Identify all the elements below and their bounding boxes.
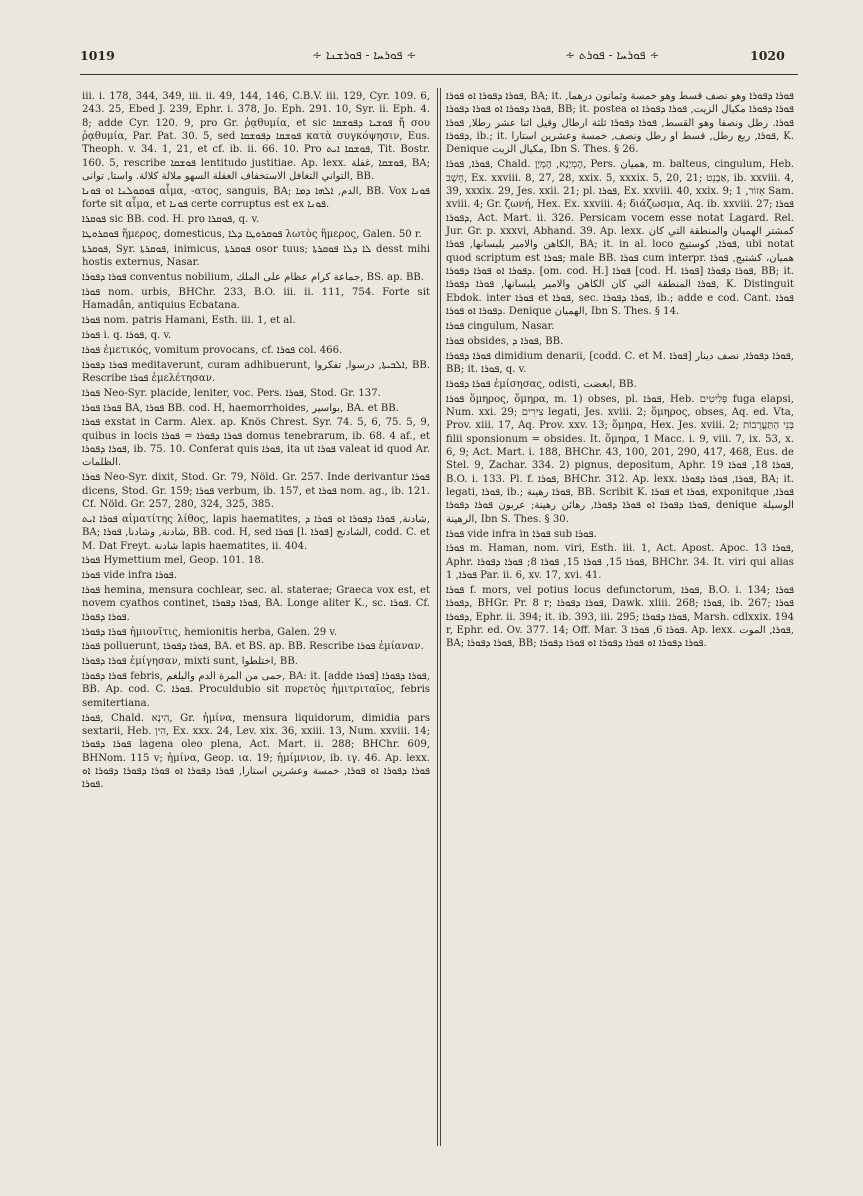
dictionary-entry: ܦܘܪܐ Neo-Syr. dixit, Stod. Gr. 79, Nöld. Gr. 257. Inde derivantur ܦܘܪܐ dicens, Stod. Gr. 159; ܦܘܪܐ verbum, ib. 157, et ܦܘܪܐ nom. ag., ib. 121. Cf. Nöld. Gr. 257, 280, 324, 325, 385.	[82, 472, 430, 510]
dictionary-entry: ܦܘܪܐ obsides, ܦܘܪܐ ܕ, BB.	[446, 335, 564, 347]
dictionary-entry: ܦܘܪܐ cingulum, Nasar.	[446, 320, 555, 332]
dictionary-entry: ܦܘܪܐ ܕܦܘܪܐ ἡμιονῖτις, hemionitis herba, Galen. 29 v.	[82, 626, 338, 638]
column-divider-inner	[440, 88, 441, 1146]
dictionary-entry: ܦܘܪܐ ܕܦܘܪܐ meditaverunt, curam adhibuerunt, ܐܠܒܝܬܐ, درسوا, تفكروا, BB. Rescribe ܦܘܪܐ ἐμελέτησαν.	[82, 359, 430, 384]
column-divider	[437, 88, 438, 1146]
dictionary-entry: ܦܘܪܐ ἐμετικός, vomitum provocans, cf. ܦܘܪܐ col. 466.	[82, 344, 343, 356]
dictionary-entry: ܦܘܪܐ nom. patris Hamani, Esth. iii. 1, et al.	[82, 315, 296, 326]
dictionary-entry: ܦܘܪܐ nom. urbis, BHChr. 233, B.O. iii. ii. 111, 754. Forte sit Hamadân, antiquius Ecbatana.	[82, 286, 430, 312]
dictionary-entry: iii. i. 178, 344, 349, iii. ii. 49, 144, 146, C.B.V. iii. 129, Cyr. 109. 6, 243. 25, Ebed J. 239, Ephr. i. 378, Jo. Eph. 291. 10, Syr. ii. Eph. 4. 8; adde Cyr. 120. 9, pro Gr. ῥᾳθυμία, et sic ܦܘܫܝܐ ܕܦܘܫܩܐ ἤ σου ῥᾳθυμία, Par. Pat. 30. 5, sed ܦܘܫܩܐ ܕܦܘܫܩܐ κατὰ συγκόψησιν, Eus. Theoph. v. 34. 1, 21, et cf. ib. ii. 66. 10. Pro ܦܘܫܩܐ ܐܝܬ, Tit. Bostr. 160. 5, rescribe ܦܘܫܩܐ lentitudo justitiae. Ap. lexx. ܦܘܫܩܐ ,غفلة, BA; التواني التغافل الاستخفاف الغفلة السهو ملالة كلالة. واستا, توانى, BB.	[82, 91, 430, 183]
dictionary-entry: ܦܘܪܐ ܐܝܬ αἱματίτης λίθος, lapis haematites, شادنة, ܦܘܪܐ ܕܦܘܪܐ ܐܘ ܦܘܪܐ ܕ, BA; شادنة, وشادنا, ܦܘܪܐ, BB. cod. H, sed ܦܘܪܐ [l. ܦܘܪܐ] الشادنج, codd. C. et M. Dat Freyt. شادنة lapis haematites, ii. 404.	[82, 513, 430, 552]
right-column	[446, 90, 794, 652]
dictionary-entry: ܦܘܪܐ polluerunt, ܦܘܪܐ ܕܦܘܪܐ, BA. et BS. ap. BB. Rescribe ܦܘܪܐ ἐμίαναν.	[82, 641, 424, 653]
dictionary-entry: ܦܘܩܘܠܢܐ ܐܘ ܦܘܢܐ αἷμα, -ατος, sanguis, BA; الدم, ܐܠܗܐ ܕܡܐ, BB. Vox ܦܘܢܐ forte sit αἷμα, et ܦܘܢܐ certe corruptus est ex ܦܘܢܐ.	[82, 185, 430, 211]
running-head-right: ∻ ܦܘܪܚܐ - ܦܘܪܬ ∻	[565, 48, 660, 62]
dictionary-entry: ܦܘܪܐ ܦܘܪܐ BA, ܦܘܪܐ BB. cod. H, haemorrhoides, بواسير, BA. et BB.	[82, 402, 399, 414]
dictionary-entry: ܦܘܩܪܬܐ, Syr. ܦܘܩܪܬܐ, inimicus, ܦܘܩܪܬܐ osor tuus; ܠܐ ܕܠܐ ܦܘܩܪܬܐ desst mihi hostis externus, Nasar.	[82, 243, 430, 269]
dictionary-entry: ܦܘܪܐ, ܦܘܪܐ, Chald. הֶמְיָנָא, הֶמְיָן, Pers. هميان, m. balteus, cingulum, Heb. חֵשֶׁב, Ex. xxviii. 8, 27, 28, xxix. 5, xxxix. 5, 20, 21; אַבְנֵט, ib. xxviii. 4, 39, xxxix. 29, Jes. xxii. 21; pl. ܦܘܪܐ, Ex. xxviii. 40, xxix. 9; אֵזוֹר, 1 Sam. xviii. 4; Gr. ζωνή, Hex. Ex. xxviii. 4; διάζωσμα, Aq. ib. xxviii. 27; ܦܘܪܐ ܕܦܘܪܐ, Act. Mart. ii. 326. Persicam vocem esse notat Lagard. Rel. Jur. Gr. p. xxxvi, Abhand. 39. Ap. lexx. كمشتر الهميان والمنطقة التي كان الكاهن والامير يلبسانها, ܦܘܪܐ, BA; it. in al. loco ܦܘܪܐ, كوستيج, ubi notat quod scriptum est ܦܘܪܐ; male BB. ܦܘܪܐ cum interpr. هميان، كشتبج, ܦܘܪܐ ܕܦܘܪܐ ܐܘ ܦܘܪܐ ܕܦܘܪܐ. [om. cod. H.] ܦܘܪܐ [cod. H. ܦܘܪܐ] ܦܘܪܐ ܕܦܘܪܐ, BB; it. ܦܘܪܐ المنطقة التي كان الكاهن والامير يلبسانها, ܦܘܪܐ ܕܦܘܪܐ, K. Distinguit Ebdok. inter ܦܘܪܐ et ܦܘܪܐ, sec. ܦܘܪܐ ܕܦܘܪܐ, ib.; adde e cod. Cant. ܦܘܪܐ ܕܦܘܪܐ ܐܘ ܦܘܪܐ. Denique الهميان, Ibn S. Thes. § 14.	[446, 159, 795, 317]
header-rule	[80, 74, 798, 75]
running-head-left: ∻ ܦܘܪܚܐ - ܦܘܪܫܢܐ ∻	[312, 48, 417, 62]
dictionary-entry: ܦܘܪܐ m. Haman, nom. viri, Esth. iii. 1, Act. Apost. Apoc. ܦܘܪܐ 13, Aphr. ܦܘܪܐ 15, ܦܘܪܐ 15, ܦܘܪܐ 8; ܦܘܪܐ ܕܦܘܪܐ, BHChr. 34. It. viri qui alias ܦܘܪܐ, 1 Par. ii. 6, xv. 17, xvi. 41.	[446, 543, 794, 582]
page-number-left: 1019	[80, 48, 115, 63]
page-number-right: 1020	[750, 48, 785, 63]
dictionary-entry: ܦܘܪܐ, Chald. הִינָא, Gr. ἡμίνα, mensura liquidorum, dimidia pars sextarii, Heb. הִין, Ex. xxx. 24, Lev. xix. 36, xxiii. 13, Num. xxviii. 14; ܦܘܪܐ ܕܦܘܪܐ lagena oleo plena, Act. Mart. ii. 288; BHChr. 609, BHNom. 115 v; ἡμίνα, Geop. ια. 19; ἡμίμνιον, ib. ιγ. 46. Ap. lexx. ܦܘܪܐ ܕܦܘܪܐ ܐܘ ܦܘܪܐ, خمسة وعشرين استارا, ܦܘܪܐ ܕܦܘܪܐ ܐܘ ܦܘܪܐ ܕܦܘܪܐ ܕܦܘܪܐ ܐܘ ܦܘܪܐ.	[82, 712, 430, 791]
dictionary-entry: ܦܘܪܐ vide infra in ܦܘܪܐ sub ܦܘܪܐ.	[446, 528, 597, 540]
dictionary-entry: ܦܘܪܐ ܕܦܘܪܐ dimidium denarii, [codd. C. et M. ܦܘܪܐ] ܦܘܪܐ ܕܦܘܪܐ, نصف دينار, BB; it. ܦܘܪܐ, q. v.	[446, 350, 794, 375]
dictionary-entry: ܦܘܪܐ f. mors, vel potius locus defunctorum, ܦܘܪܐ, B.O. i. 134; ܦܘܪܐ ܕܦܘܪܐ, BHGr. Pr. 8 r; ܦܘܪܐ ܕܦܘܪܐ, Dawk. xliii. 268; ܦܘܪܐ, ib. 267; ܦܘܪܐ ܕܦܘܪܐ, Ephr. ii. 394; it. ib. 393, iii. 295; ܦܘܪܐ ܕܦܘܪܐ, Marsh. cdlxxix. 194 r, Ephr. ed. Ov. 377. 14; Off. Mar. ܦܘܪܐ 6, ܦܘܪܐ 3. Ap. lexx. ܦܘܪܐ, الموت, BA; ܦܘܪܐ ܕܦܘܪܐ, BB; ܦܘܪܐ ܕܦܘܪܐ ܐܘ ܦܘܪܐ ܕܦܘܪܐ ܐܘ ܦܘܪܐ ܕܦܘܪܐ.	[446, 584, 794, 650]
dictionary-entry: ܦܘܪܐ ܕܦܘܪܐ conventus nobilium, جماعة كرام عظام على الملك, BS. ap. BB.	[82, 271, 424, 283]
dictionary-entry: ܦܘܪܐ vide infra ܦܘܪܐ.	[82, 570, 177, 582]
dictionary-entry: ܦܘܩܪܘܛܐ ἥμερος, domesticus, ܦܘܩܪܘܛܐ ܕܠܐ λωτὸς ἥμερος, Galen. 50 r.	[82, 228, 422, 240]
dictionary-entry: ܦܘܪܐ Hymettium mel, Geop. 101. 18.	[82, 555, 265, 567]
page-header	[0, 48, 863, 74]
dictionary-entry: ܦܘܪܐ ܕܦܘܪܐ febris, حمى من المرة الدم والبلغم, BA: it. [adde ܦܘܪܐ] ܦܘܪܐ ܕܦܘܪܐ, BB. Ap. cod. C. ܦܘܪܐ. Proculdubio sit πυρετὸς ἡμιτριταῖος, febris semitertiana.	[82, 671, 430, 709]
left-column	[82, 90, 430, 793]
dictionary-entry: ܦܘܪܐ hemina, mensura cochlear, sec. al. staterae; Graeca vox est, et novem cyathos continet, ܦܘܪܐ ܕܦܘܪܐ, BA. Longe aliter K., sc. ܦܘܪܐ. Cf. ܦܘܪܐ ܕܦܘܪܐ.	[82, 585, 431, 623]
dictionary-entry: ܦܘܪܐ i. q. ܦܘܪܐ, q. v.	[82, 329, 172, 341]
dictionary-entry: ܦܘܪܐ exstat in Carm. Alex. ap. Knös Chrest. Syr. 74. 5, 6, 75. 5, 9, quibus in locis ܦܘܪܐ ܕܦܘܪܐ = ܦܘܪܐ domus tenebrarum, ib. 68. 4 af., et ܦܘܪܐ ܕܦܘܪܐ, ib. 75. 10. Conferat quis ܦܘܪܐ, ita ut ܦܘܪܐ valeat id quod Ar. الظلمات.	[82, 417, 431, 469]
dictionary-entry: ܦܘܩܪܐ sic BB. cod. H. pro ܦܘܩܪܐ, q. v.	[82, 214, 260, 226]
dictionary-entry: ܦܘܪܐ ὅμηρος, ὅμηρα, m. 1) obses, pl. ܦܘܪܐ, Heb. פְּלִיטִים fuga elapsi, Num. xxi. 29; צִירִים legati, Jes. xviii. 2; ὅμηρος, obses, Aq. ed. Vta, Prov. xiii. 17, Aq. Prov. xxv. 13; ὅμηρα, Hex. Jes. xviii. 2; בְּנֵי הַתַּעֲרֻבוֹת filii sponsionum = obsides. It. ὅμηρα, 1 Macc. i. 9, viii. 7, ix. 53, x. 6, 9; Act. Mart. i. 188, BHChr. 43, 100, 201, 290, 417, 468, Eus. de Stel. 9, Zachar. 334. 2) pignus, depositum, Aphr. ܦܘܪܐ 18, ܦܘܪܐ 19, B.O. i. 133. Pl. f. ܦܘܪܐ, BHChr. 312. Ap. lexx. ܦܘܪܐ, ܦܘܪܐ ܕܦܘܪܐ, BA; it. legati, ܦܘܪܐ, ib.; ܦܘܪܐ رهينة, BB. Scribit K. ܦܘܪܐ et ܦܘܪܐ, exponitque ܦܘܪܐ, ܦܘܪܐ ܕܦܘܪܐ ܐܘ ܦܘܪܐ ܕܦܘܪܐ, رهائن رهينة; عربون ܦܘܪܐ ܕܦܘܪܐ, denique الوسيلة الرهينة, Ibn S. Thes. § 30.	[446, 393, 794, 525]
dictionary-entry: ܦܘܪܐ ܕܦܘܪܐ ἐμίσησας, odisti, ابغضت, BB.	[446, 378, 637, 390]
dictionary-entry: ܦܘܪܐ Neo-Syr. placide, leniter, voc. Pers. ܦܘܪܐ, Stod. Gr. 137.	[82, 387, 381, 399]
dictionary-entry: ܦܘܪܐ ܕܦܘܪܐ ܐܘ ܦܘܪܐ, BA; it. ܦܘܪܐ ܕܦܘܪܐ وهو نصف قسط وهو خمسة وثمانون درهما, ܦܘܪܐ ܕܦܘܪܐ ܐܘ ܦܘܪܐ ܕܦܘܪܐ, BB; it. postea ܦܘܪܐ ܕܦܘܪܐ مكيال الزيت, ܦܘܪܐ ܕܦܘܪܐ ܐܘ ܦܘܪܐ. رطل ونصفا وهو القسط, ܦܘܪܐ ܕܦܘܪܐ ثلثة ارطال وقيل اثنا عشر رطلا, ܦܘܪܐ ܕܦܘܪܐ, ib.; it. ܦܘܪܐ, ربع رطل, قسط او رطل ونصف, خمسة وعشرين استارا, K. Denique مكيال الزيت, Ibn S. Thes. § 26.	[446, 91, 795, 156]
dictionary-entry: ܦܘܪܐ ܕܦܘܪܐ ἐμίγησαν, mixti sunt, اختلطوا, BB.	[82, 656, 298, 668]
